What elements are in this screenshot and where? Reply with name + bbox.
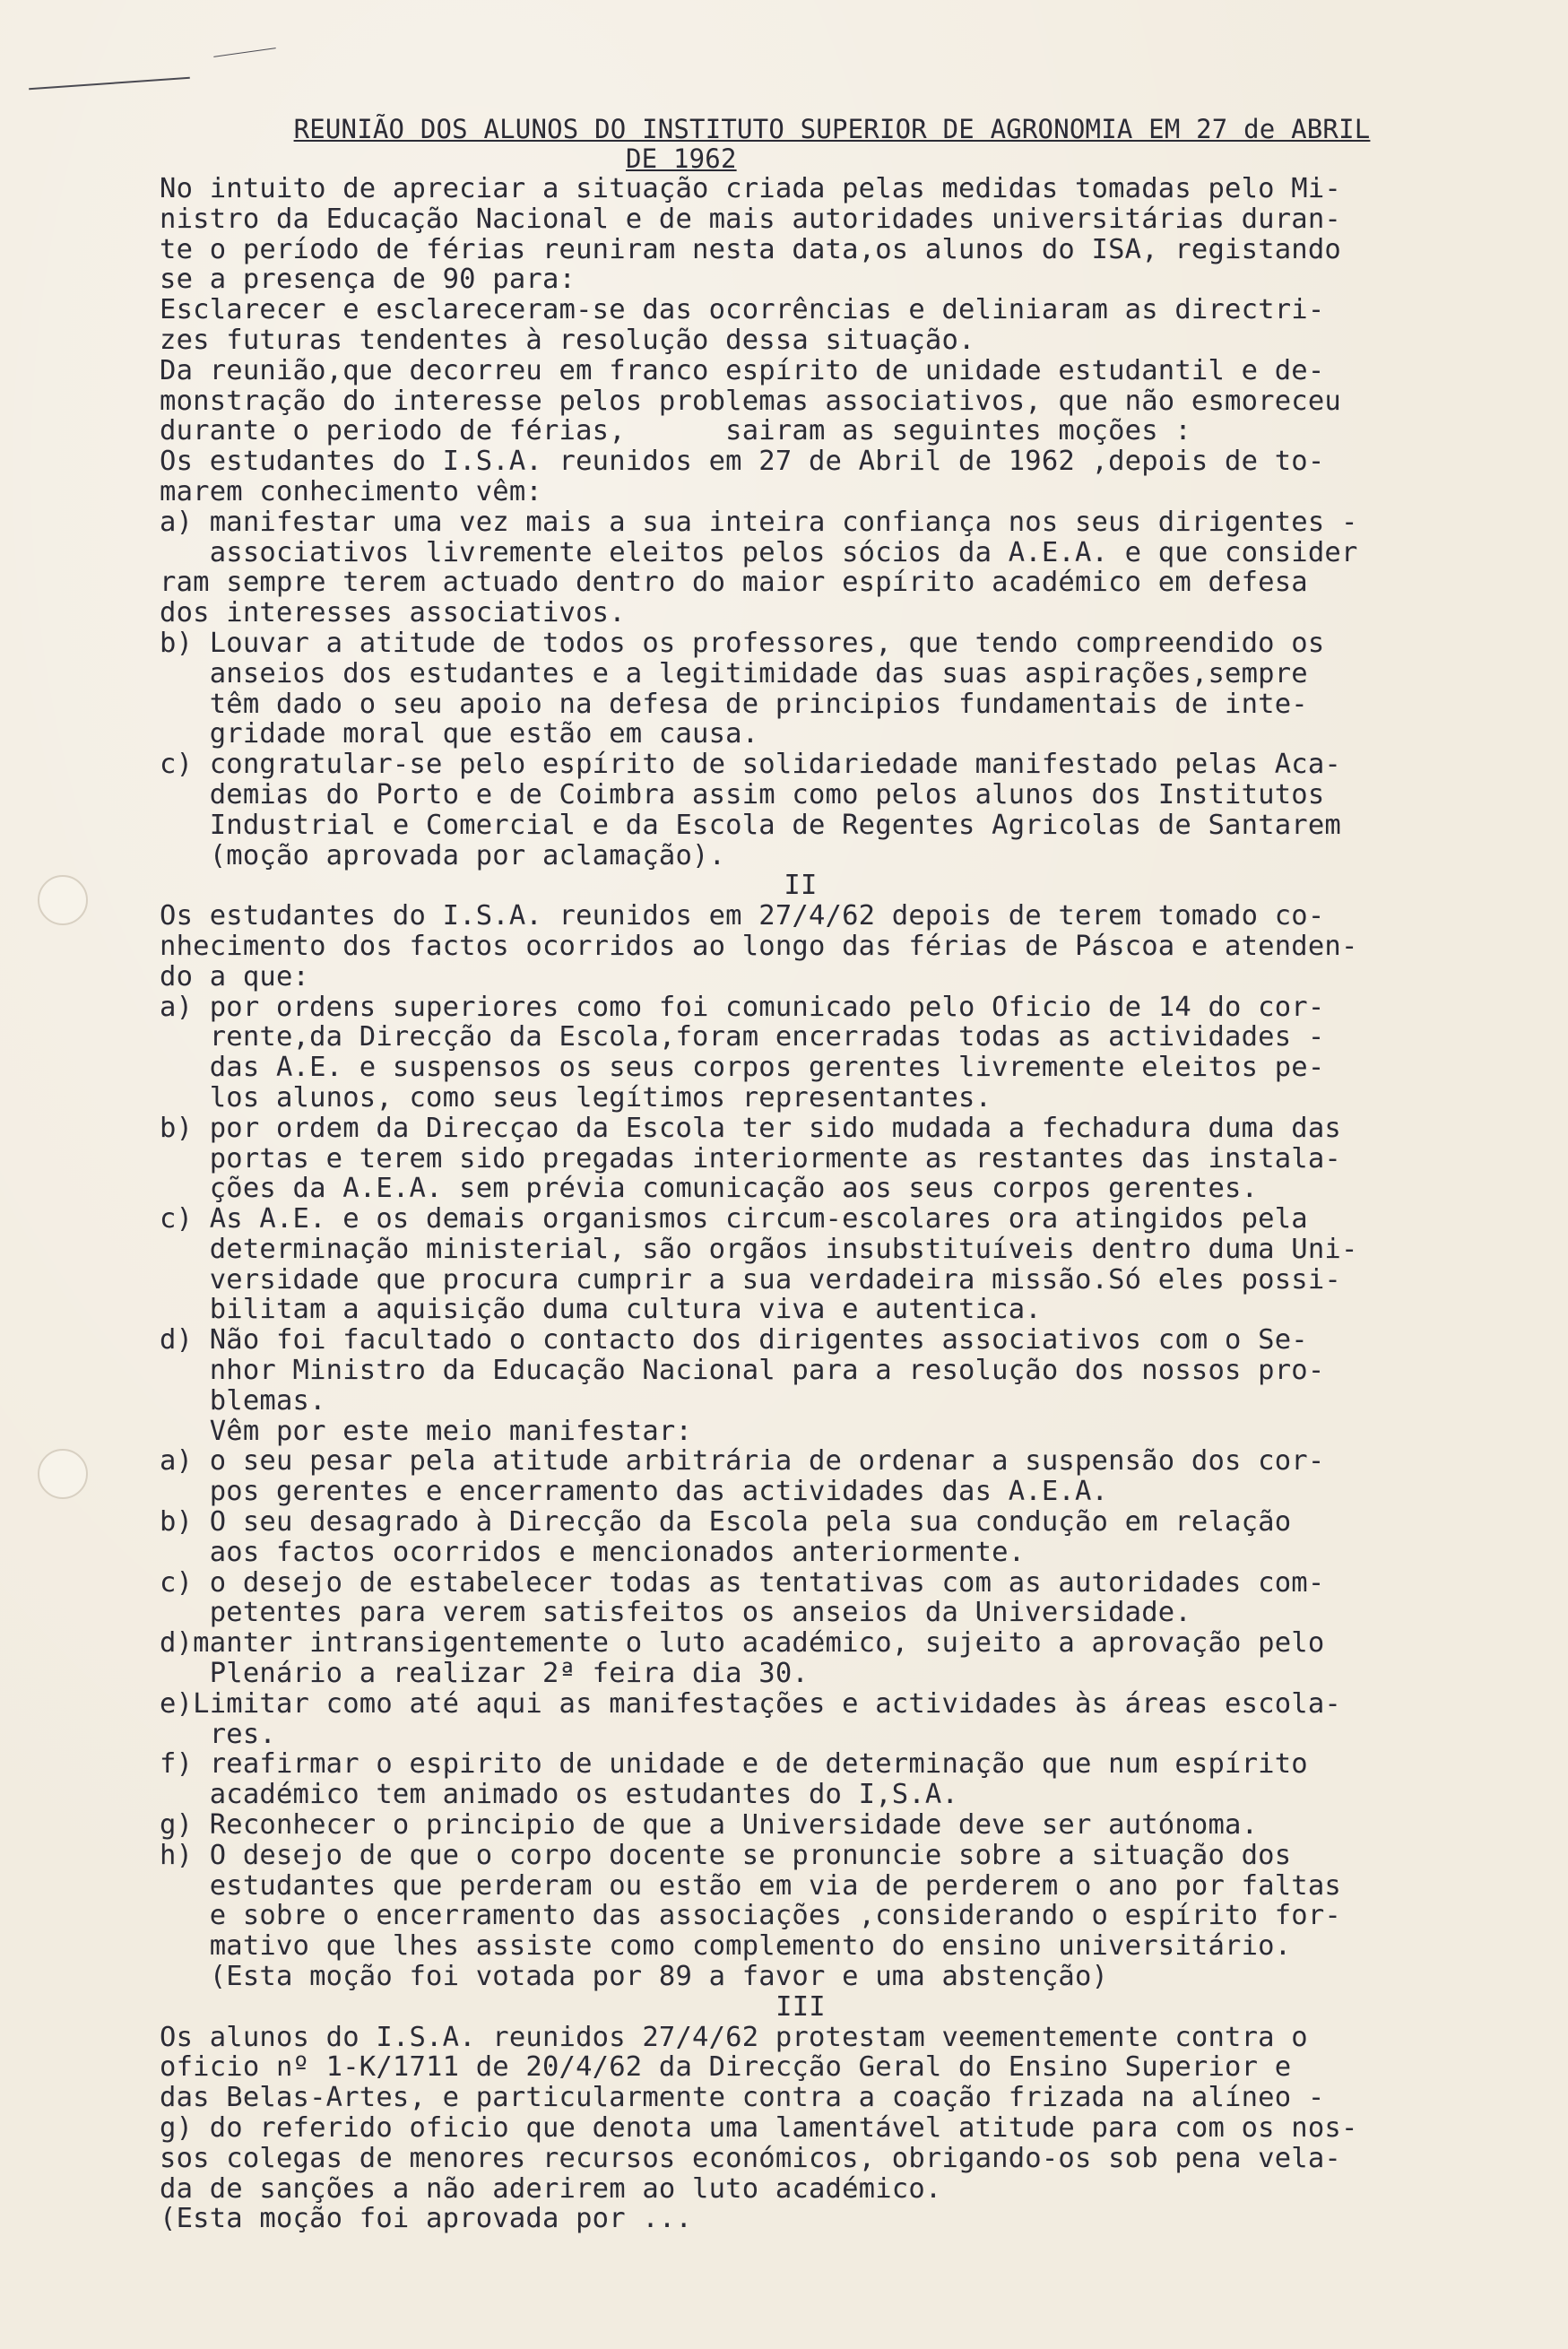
text-line: c) o desejo de estabelecer todas as tentativas com as autoridades com- [160, 1566, 1325, 1599]
text-line: c) As A.E. e os demais organismos circum-escolares ora atingidos pela [160, 1203, 1308, 1235]
text-line: se a presença de 90 para: [160, 264, 576, 296]
text-line: zes futuras tendentes à resolução dessa situação. [160, 324, 975, 356]
text-line: b) Louvar a atitude de todos os professores, que tendo compreendido os [160, 627, 1325, 659]
title-line-2: DE 1962 [626, 143, 737, 174]
document-body [160, 115, 1477, 2234]
punch-hole [38, 1449, 88, 1499]
text-line: rente,da Direcção da Escola,foram encerradas todas as actividades - [160, 1021, 1325, 1053]
section-number: III [775, 1990, 826, 2023]
title-line-1: REUNIÃO DOS ALUNOS DO INSTITUTO SUPERIOR DE AGRONOMIA EM 27 de ABRIL [293, 114, 1371, 144]
text-line: Os alunos do I.S.A. reunidos 27/4/62 protestam veementemente contra o [160, 2021, 1308, 2053]
text-line: das A.E. e suspensos os seus corpos gerentes livremente eleitos pe- [160, 1052, 1325, 1084]
pen-mark [29, 77, 190, 91]
text-line: das Belas-Artes, e particularmente contra a coação frizada na alíneo - [160, 2082, 1325, 2114]
text-line: académico tem animado os estudantes do I,S.A. [160, 1779, 959, 1811]
text-line: b) por ordem da Direcçao da Escola ter sido mudada a fechadura duma das [160, 1112, 1341, 1144]
text-line: g) do referido oficio que denota uma lamentável atitude para com os nos- [160, 2112, 1358, 2144]
text-line: Esclarecer e esclareceram-se das ocorrências e deliniaram as directri- [160, 294, 1325, 326]
text-line: durante o periodo de férias, sairam as seguintes moções : [160, 415, 1191, 447]
text-line: d)manter intransigentemente o luto académico, sujeito a aprovação pelo [160, 1627, 1325, 1660]
text-line: blemas. [160, 1384, 326, 1417]
text-line: portas e terem sido pregadas interiormente as restantes das instala- [160, 1142, 1341, 1174]
text-line: Plenário a realizar 2ª feira dia 30. [160, 1658, 809, 1690]
text-line: nhecimento dos factos ocorridos ao longo das férias de Páscoa e atenden- [160, 930, 1358, 962]
text-line: nhor Ministro da Educação Nacional para a resolução dos nossos pro- [160, 1355, 1325, 1387]
text-line: (Esta moção foi votada por 89 a favor e uma abstenção) [160, 1961, 1109, 1993]
text-line: Vêm por este meio manifestar: [160, 1415, 693, 1447]
text-line: dos interesses associativos. [160, 597, 626, 629]
pen-mark [213, 48, 275, 57]
text-line: b) O seu desagrado à Direcção da Escola pela sua condução em relação [160, 1506, 1292, 1539]
text-line: da de sanções a não aderirem ao luto académico. [160, 2172, 942, 2205]
text-line: oficio nº 1-K/1711 de 20/4/62 da Direcção Geral do Ensino Superior e [160, 2051, 1292, 2084]
text-line: te o período de férias reuniram nesta data,os alunos do ISA, registando [160, 233, 1341, 265]
text-line: h) O desejo de que o corpo docente se pronuncie sobre a situação dos [160, 1839, 1292, 1871]
text-line: f) reafirmar o espirito de unidade e de determinação que num espírito [160, 1748, 1308, 1781]
text-line: Os estudantes do I.S.A. reunidos em 27/4/62 depois de terem tomado co- [160, 900, 1325, 932]
text-line: los alunos, como seus legítimos representantes. [160, 1081, 992, 1114]
text-line: res. [160, 1718, 276, 1750]
text-line: gridade moral que estão em causa. [160, 718, 759, 750]
text-line: e)Limitar como até aqui as manifestações e actividades às áreas escola- [160, 1687, 1341, 1720]
text-line: Os estudantes do I.S.A. reunidos em 27 de Abril de 1962 ,depois de to- [160, 446, 1325, 478]
text-line: c) congratular-se pelo espírito de solidariedade manifestado pelas Aca- [160, 749, 1341, 781]
text-line: mativo que lhes assiste como complemento do ensino universitário. [160, 1930, 1292, 1963]
text-line: sos colegas de menores recursos económicos, obrigando-os sob pena vela- [160, 2142, 1341, 2174]
section-number: II [784, 870, 818, 902]
text-line: versidade que procura cumprir a sua verdadeira missão.Só eles possi- [160, 1263, 1341, 1296]
text-line: bilitam a aquisição duma cultura viva e autentica. [160, 1294, 1042, 1326]
punch-hole [38, 875, 88, 925]
text-line: aos factos ocorridos e mencionados anteriormente. [160, 1536, 1026, 1568]
text-line: nistro da Educação Nacional e de mais autoridades universitárias duran- [160, 203, 1341, 235]
text-line: a) manifestar uma vez mais a sua inteira confiança nos seus dirigentes - [160, 506, 1358, 538]
text-lines [160, 174, 1477, 2234]
text-line: e sobre o encerramento das associações ,considerando o espírito for- [160, 1900, 1341, 1932]
text-line: (moção aprovada por aclamação). [160, 839, 726, 871]
text-line: monstração do interesse pelos problemas associativos, que não esmoreceu [160, 385, 1341, 417]
text-line: demias do Porto e de Coimbra assim como pelos alunos dos Institutos [160, 778, 1325, 810]
text-line: estudantes que perderam ou estão em via de perderem o ano por faltas [160, 1869, 1341, 1902]
text-line: determinação ministerial, são orgãos insubstituíveis dentro duma Uni- [160, 1233, 1358, 1265]
text-line: Da reunião,que decorreu em franco espírito de unidade estudantil e de- [160, 354, 1325, 386]
text-line: têm dado o seu apoio na defesa de principios fundamentais de inte- [160, 688, 1308, 720]
text-line: a) por ordens superiores como foi comunicado pelo Oficio de 14 do cor- [160, 991, 1325, 1023]
text-line: do a que: [160, 960, 310, 992]
text-line: petentes para verem satisfeitos os anseios da Universidade. [160, 1597, 1191, 1629]
text-line: g) Reconhecer o principio de que a Universidade deve ser autónoma. [160, 1809, 1259, 1842]
text-line: (Esta moção foi aprovada por ... [160, 2203, 693, 2235]
text-line: d) Não foi facultado o contacto dos dirigentes associativos com o Se- [160, 1324, 1308, 1357]
text-line: Industrial e Comercial e da Escola de Regentes Agricolas de Santarem [160, 809, 1341, 841]
text-line: marem conhecimento vêm: [160, 475, 542, 507]
text-line: ções da A.E.A. sem prévia comunicação aos seus corpos gerentes. [160, 1173, 1259, 1205]
text-line: associativos livremente eleitos pelos sócios da A.E.A. e que consider [160, 536, 1358, 568]
text-line: No intuito de apreciar a situação criada pelas medidas tomadas pelo Mi- [160, 173, 1341, 204]
text-line: anseios dos estudantes e a legitimidade das suas aspirações,sempre [160, 657, 1308, 689]
text-line: a) o seu pesar pela atitude arbitrária de ordenar a suspensão dos cor- [160, 1445, 1325, 1478]
text-line: ram sempre terem actuado dentro do maior espírito académico em defesa [160, 567, 1308, 599]
text-line: pos gerentes e encerramento das actividades das A.E.A. [160, 1476, 1109, 1508]
document-title [186, 115, 1477, 174]
